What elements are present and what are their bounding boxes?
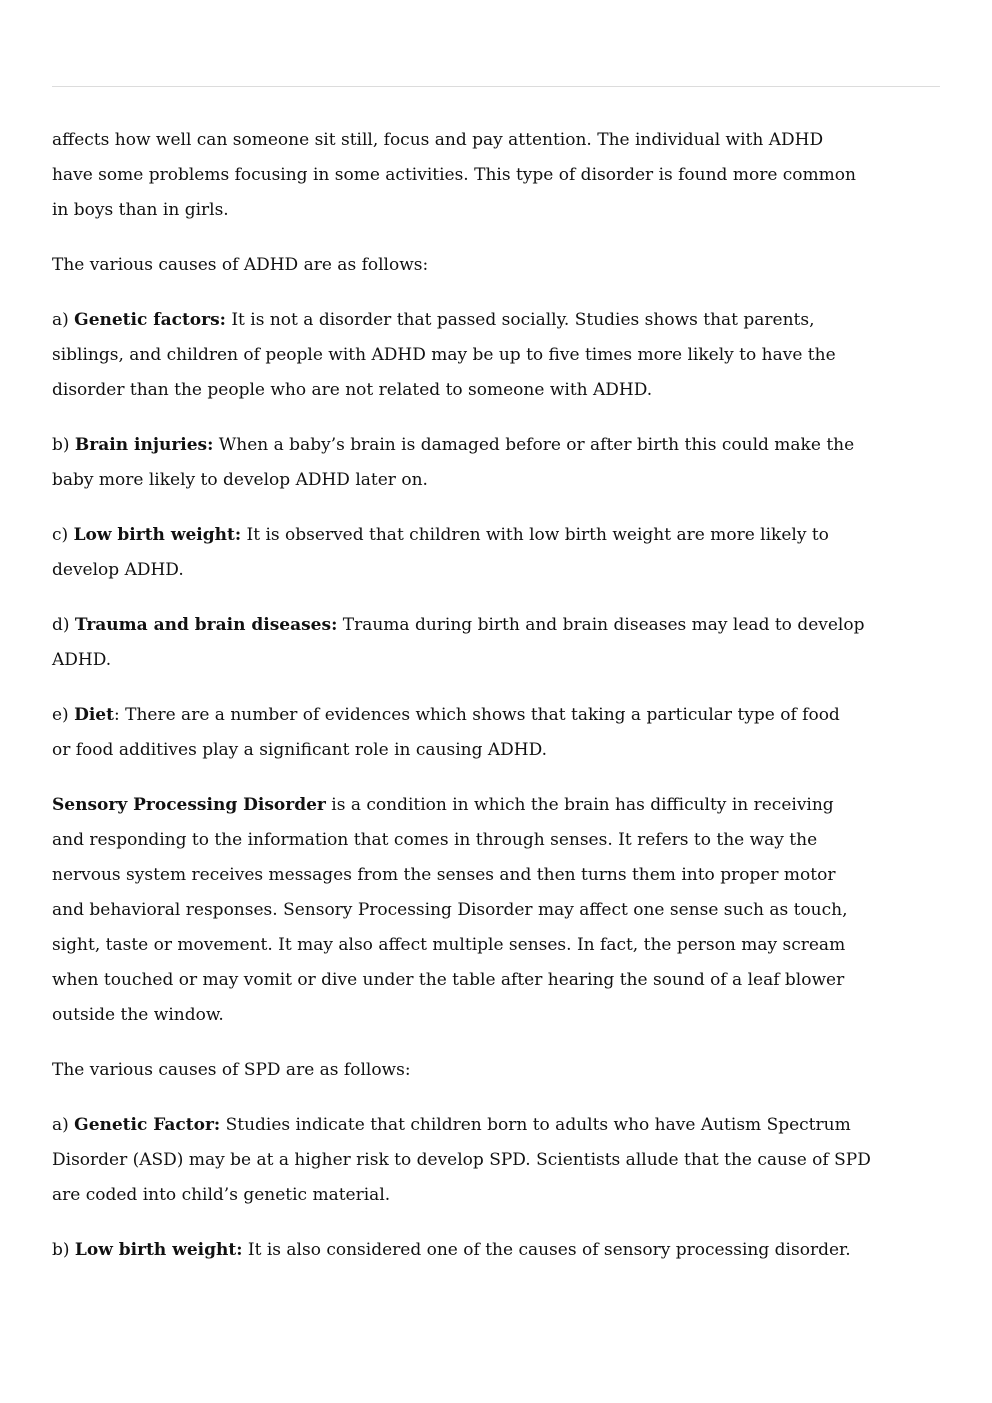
bold-term: Low birth weight: <box>73 525 242 545</box>
text-line <box>52 823 952 858</box>
paragraph <box>52 1053 952 1088</box>
line-text: The various causes of SPD are as follows: <box>52 1060 411 1080</box>
list-marker: d) <box>52 615 75 635</box>
paragraph <box>52 123 952 228</box>
text-line <box>52 338 952 373</box>
text-line <box>52 123 952 158</box>
paragraph <box>52 1233 952 1268</box>
text-line <box>52 463 952 498</box>
line-text: are coded into child’s genetic material. <box>52 1185 391 1205</box>
text-line <box>52 643 952 678</box>
text-line <box>52 428 952 463</box>
line-text: When a baby’s brain is damaged before or after birth this could make the <box>213 435 855 455</box>
header-divider <box>52 86 940 87</box>
text-line <box>52 698 952 733</box>
text-line <box>52 893 952 928</box>
text-line <box>52 733 952 768</box>
line-text: sight, taste or movement. It may also affect multiple senses. In fact, the person may scream <box>52 935 846 955</box>
paragraph <box>52 788 952 1033</box>
document-body <box>52 123 952 1288</box>
text-line <box>52 858 952 893</box>
bold-term: Diet <box>74 705 114 725</box>
bold-term: Brain injuries: <box>74 435 214 455</box>
bold-term: Genetic factors: <box>74 310 226 330</box>
line-text: outside the window. <box>52 1005 224 1025</box>
paragraph <box>52 428 952 498</box>
line-text: ADHD. <box>52 650 112 670</box>
paragraph <box>52 608 952 678</box>
text-line <box>52 373 952 408</box>
text-line <box>52 248 952 283</box>
bold-term: Sensory Processing Disorder <box>52 795 326 815</box>
text-line <box>52 928 952 963</box>
list-marker: c) <box>52 525 74 545</box>
line-text: when touched or may vomit or dive under the table after hearing the sound of a leaf blower <box>52 970 845 990</box>
line-text: have some problems focusing in some activities. This type of disorder is found more common <box>52 165 856 185</box>
line-text: is a condition in which the brain has difficulty in receiving <box>325 795 834 815</box>
line-text: or food additives play a significant role in causing ADHD. <box>52 740 548 760</box>
line-text: It is also considered one of the causes of sensory processing disorder. <box>242 1240 851 1260</box>
line-text: develop ADHD. <box>52 560 184 580</box>
line-text: It is not a disorder that passed socially. Studies shows that parents, <box>225 310 815 330</box>
line-text: in boys than in girls. <box>52 200 229 220</box>
text-line <box>52 1108 952 1143</box>
line-text: and responding to the information that comes in through senses. It refers to the way the <box>52 830 818 850</box>
line-text: : There are a number of evidences which shows that taking a particular type of food <box>113 705 840 725</box>
text-line <box>52 998 952 1033</box>
text-line <box>52 553 952 588</box>
bold-term: Trauma and brain diseases: <box>74 615 338 635</box>
paragraph <box>52 518 952 588</box>
list-marker: e) <box>52 705 75 725</box>
text-line <box>52 788 952 823</box>
text-line <box>52 158 952 193</box>
text-line <box>52 963 952 998</box>
list-marker: b) <box>52 435 75 455</box>
text-line <box>52 303 952 338</box>
text-line <box>52 1143 952 1178</box>
list-marker: a) <box>52 310 75 330</box>
text-line <box>52 608 952 643</box>
line-text: Disorder (ASD) may be at a higher risk to develop SPD. Scientists allude that the cause of SPD <box>52 1150 871 1170</box>
paragraph <box>52 698 952 768</box>
line-text: nervous system receives messages from the senses and then turns them into proper motor <box>52 865 836 885</box>
text-line <box>52 1233 952 1268</box>
bold-term: Low birth weight: <box>74 1240 243 1260</box>
paragraph <box>52 1108 952 1213</box>
line-text: It is observed that children with low birth weight are more likely to <box>241 525 829 545</box>
line-text: The various causes of ADHD are as follows: <box>52 255 429 275</box>
line-text: disorder than the people who are not related to someone with ADHD. <box>52 380 653 400</box>
text-line <box>52 193 952 228</box>
line-text: Studies indicate that children born to adults who have Autism Spectrum <box>220 1115 851 1135</box>
paragraph <box>52 303 952 408</box>
text-line <box>52 518 952 553</box>
text-line <box>52 1053 952 1088</box>
list-marker: a) <box>52 1115 75 1135</box>
line-text: and behavioral responses. Sensory Processing Disorder may affect one sense such as touch, <box>52 900 848 920</box>
line-text: siblings, and children of people with ADHD may be up to five times more likely to have the <box>52 345 836 365</box>
paragraph <box>52 248 952 283</box>
text-line <box>52 1178 952 1213</box>
line-text: Trauma during birth and brain diseases may lead to develop <box>337 615 865 635</box>
bold-term: Genetic Factor: <box>74 1115 221 1135</box>
list-marker: b) <box>52 1240 75 1260</box>
line-text: baby more likely to develop ADHD later on. <box>52 470 428 490</box>
line-text: affects how well can someone sit still, focus and pay attention. The individual with ADHD <box>52 130 824 150</box>
